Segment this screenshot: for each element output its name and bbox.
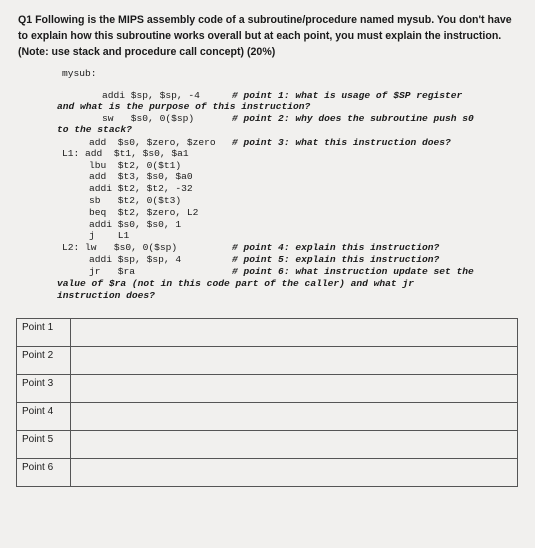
code-line-1: addi $sp, $sp, -4 — [102, 90, 200, 101]
answer-cell-point-6[interactable] — [71, 459, 518, 487]
code-line-3: add $s0, $zero, $zero — [89, 137, 216, 148]
code-line-13: addi $sp, $sp, 4 — [89, 254, 182, 265]
comment-point-5: # point 5: explain this instruction? — [232, 254, 440, 265]
question-text: Q1 Following is the MIPS assembly code of a subroutine/procedure named mysub. You don't have to explain how this subroutine works overall but at each point, you must explain the instruction. (Note: use stack and procedure call concept) (20%) — [18, 14, 512, 58]
answer-row — [17, 375, 518, 403]
answer-row — [17, 347, 518, 375]
code-line-2: sw $s0, 0($sp) — [102, 113, 195, 124]
answer-row — [17, 431, 518, 459]
answer-row — [17, 403, 518, 431]
comment-point-2: # point 2: why does the subroutine push s0 — [232, 113, 474, 124]
answer-row — [17, 319, 518, 347]
answer-label: Point 3 — [17, 375, 71, 403]
answer-table — [16, 318, 518, 487]
answer-cell-point-2[interactable] — [71, 347, 518, 375]
answer-cell-point-3[interactable] — [71, 375, 518, 403]
code-line-5: lbu $t2, 0($t1) — [89, 160, 182, 171]
procedure-label: mysub: — [62, 68, 97, 79]
code-line-10: addi $s0, $s0, 1 — [89, 219, 182, 230]
answer-label: Point 1 — [17, 319, 71, 347]
comment-point-1-cont: and what is the purpose of this instruction? — [57, 101, 311, 112]
answer-label: Point 2 — [17, 347, 71, 375]
code-line-9: beq $t2, $zero, L2 — [89, 207, 199, 218]
comment-point-4: # point 4: explain this instruction? — [232, 242, 440, 253]
answer-label: Point 4 — [17, 403, 71, 431]
answer-label: Point 5 — [17, 431, 71, 459]
code-line-6: add $t3, $s0, $a0 — [89, 171, 193, 182]
answer-cell-point-5[interactable] — [71, 431, 518, 459]
comment-point-3: # point 3: what this instruction does? — [232, 137, 451, 148]
answer-cell-point-1[interactable] — [71, 319, 518, 347]
comment-point-6-cont2: instruction does? — [57, 290, 155, 301]
comment-point-6: # point 6: what instruction update set the — [232, 266, 474, 277]
answer-row — [17, 459, 518, 487]
comment-point-6-cont: value of $ra (not in this code part of the caller) and what jr — [57, 278, 414, 289]
code-line-14: jr $ra — [89, 266, 136, 277]
answer-label: Point 6 — [17, 459, 71, 487]
comment-point-1: # point 1: what is usage of $SP register — [232, 90, 463, 101]
code-line-8: sb $t2, 0($t3) — [89, 195, 182, 206]
code-line-11: j L1 — [89, 230, 130, 241]
code-line-4: L1: add $t1, $s0, $a1 — [62, 148, 189, 159]
code-line-12: L2: lw $s0, 0($sp) — [62, 242, 178, 253]
answer-cell-point-4[interactable] — [71, 403, 518, 431]
comment-point-2-cont: to the stack? — [57, 124, 132, 135]
code-line-7: addi $t2, $t2, -32 — [89, 183, 193, 194]
